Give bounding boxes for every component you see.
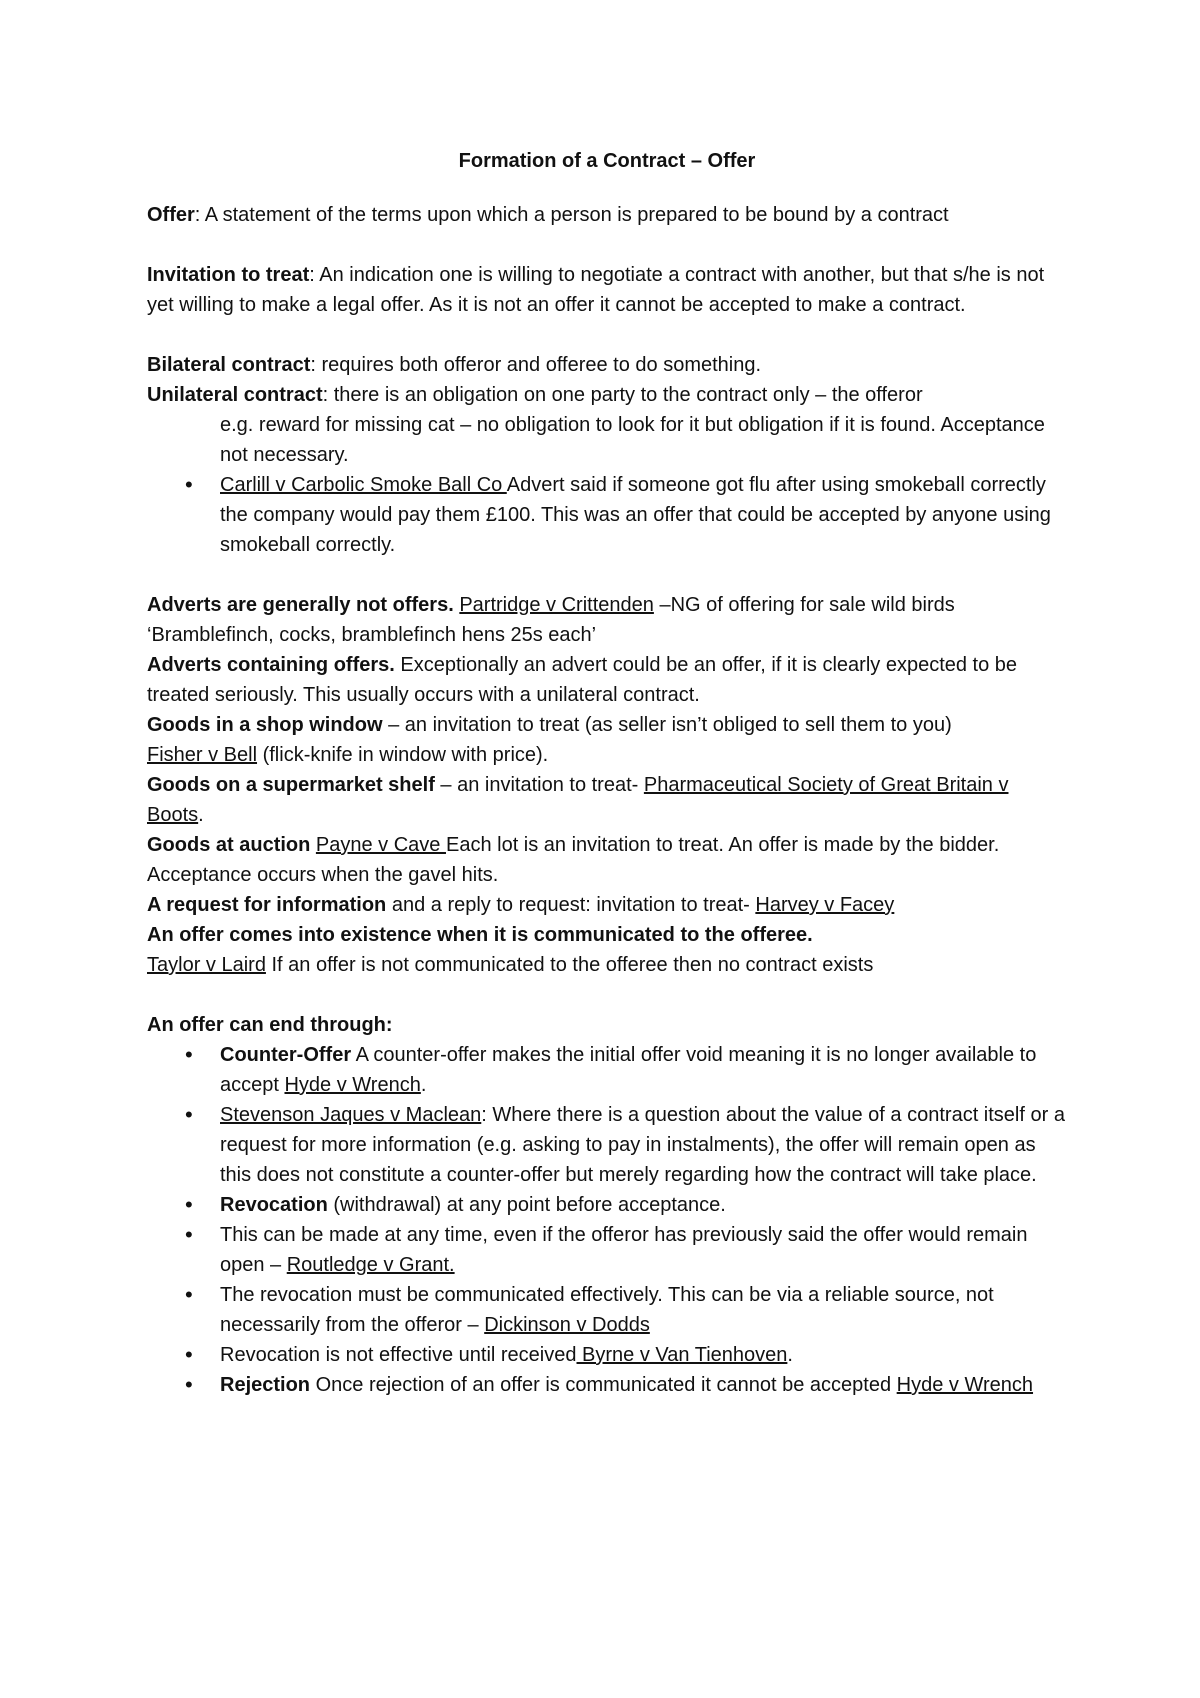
ending-list (147, 1040, 1067, 1400)
case-byrne: Byrne v Van Tienhoven (576, 1344, 788, 1366)
case-dickinson: Dickinson v Dodds (484, 1314, 650, 1336)
stevenson-text: : Where there is a question about the value of a contract itself or a request for more information (e.g. asking to pay in instalments), the offer will remain open as this does not constitute a counter-offer but merely regarding how the contract will take place. (220, 1104, 1065, 1186)
any-time-text: This can be made at any time, even if the offeror has previously said the offer would remain open – (220, 1224, 1028, 1276)
request-text: and a reply to request: invitation to treat- (386, 894, 756, 916)
revocation-text: (withdrawal) at any point before acceptance. (327, 1194, 726, 1216)
supermarket-term: Goods on a supermarket shelf (147, 774, 435, 796)
ending-heading (147, 1010, 1067, 1040)
adverts-term: Adverts are generally not offers. (147, 594, 454, 616)
list-item (147, 1100, 1067, 1190)
unilateral-term: Unilateral contract (147, 384, 323, 406)
shop-window-text: – an invitation to treat (as seller isn’t obliged to sell them to you) (382, 714, 952, 736)
auction-text: Each lot is an invitation to treat. An offer is made by the bidder. Acceptance occurs when the gavel hits. (147, 834, 1000, 886)
case-payne: Payne v Cave (315, 834, 446, 856)
case-hyde-rejection: Hyde v Wrench (896, 1374, 1034, 1396)
counter-offer-end: . (420, 1074, 427, 1096)
adverts-containing-offers (147, 650, 1067, 710)
supermarket-end: . (198, 804, 204, 826)
case-hyde: Hyde v Wrench (284, 1074, 421, 1096)
itt-definition-text: : An indication one is willing to negotiate a contract with another, but that s/he is not yet willing to make a legal offer. As it is not an offer it cannot be accepted to make a contract. (147, 264, 1045, 316)
counter-offer-text: A counter-offer makes the initial offer void meaning it is no longer available to accept (220, 1044, 1037, 1096)
list-item (147, 1190, 1067, 1220)
bilateral-text: : requires both offeror and offeree to do something. (310, 354, 762, 376)
itt-definition (147, 260, 1067, 320)
rejection-term: Rejection (220, 1374, 311, 1396)
bilateral-term: Bilateral contract (147, 354, 311, 376)
offer-definition-text: : A statement of the terms upon which a person is prepared to be bound by a contract (194, 204, 949, 226)
received-end: . (787, 1344, 793, 1366)
bilateral-contract (147, 350, 1067, 380)
list-item (147, 1340, 1067, 1370)
case-stevenson: Stevenson Jaques v Maclean (220, 1104, 482, 1126)
list-item (147, 1220, 1067, 1280)
offer-definition (147, 200, 1067, 230)
request-information (147, 890, 1067, 920)
list-item (147, 470, 1067, 560)
carlill-list (147, 470, 1067, 560)
fisher-text: (flick-knife in window with price). (257, 744, 549, 766)
rejection-text: Once rejection of an offer is communicated it cannot be accepted (310, 1374, 897, 1396)
offer-communicated (147, 920, 1067, 950)
unilateral-text: : there is an obligation on one party to the contract only – the offeror (322, 384, 923, 406)
communicated-text: The revocation must be communicated effectively. This can be via a reliable source, not necessarily from the offeror – (220, 1284, 994, 1336)
offer-communicated-text: An offer comes into existence when it is communicated to the offeree. (147, 924, 813, 946)
case-taylor: Taylor v Laird (147, 954, 266, 976)
adverts-offers-term: Adverts containing offers. (147, 654, 395, 676)
list-item (147, 1280, 1067, 1340)
auction (147, 830, 1067, 890)
list-item (147, 1370, 1067, 1400)
shop-window (147, 710, 1067, 770)
unilateral-contract (147, 380, 1067, 410)
unilateral-example: e.g. reward for missing cat – no obligation to look for it but obligation if it is found. Acceptance not necessary. (220, 414, 1045, 466)
offer-term: Offer (147, 204, 195, 226)
case-boots: Pharmaceutical Society of Great Britain v Boots (147, 774, 1009, 826)
taylor-laird (147, 950, 1067, 980)
itt-term: Invitation to treat (147, 264, 310, 286)
document-body (147, 146, 1067, 1400)
shop-window-term: Goods in a shop window (147, 714, 383, 736)
taylor-text: If an offer is not communicated to the offeree then no contract exists (265, 954, 874, 976)
page-title: Formation of a Contract – Offer (458, 150, 756, 172)
supermarket-shelf (147, 770, 1067, 830)
carlill-text: Advert said if someone got flu after using smokeball correctly the company would pay them £100. This was an offer that could be accepted by anyone using smokeball correctly. (220, 474, 1051, 556)
adverts-offers-text: Exceptionally an advert could be an offer, if it is clearly expected to be treated seriously. This usually occurs with a unilateral contract. (147, 654, 1018, 706)
request-term: A request for information (147, 894, 387, 916)
case-partridge: Partridge v Crittenden (459, 594, 654, 616)
adverts-not-offers (147, 590, 1067, 650)
list-item (147, 1040, 1067, 1100)
revocation-term: Revocation (220, 1194, 328, 1216)
case-harvey: Harvey v Facey (755, 894, 895, 916)
case-routledge: Routledge v Grant. (286, 1254, 455, 1276)
received-text: Revocation is not effective until received (220, 1344, 577, 1366)
partridge-text: –NG of offering for sale wild birds ‘Bramblefinch, cocks, bramblefinch hens 25s each’ (147, 594, 955, 646)
case-carlill: Carlill v Carbolic Smoke Ball Co (220, 474, 507, 496)
case-fisher: Fisher v Bell (147, 744, 258, 766)
supermarket-text: – an invitation to treat- (434, 774, 644, 796)
ending-heading-text: An offer can end through: (147, 1014, 393, 1036)
auction-term: Goods at auction (147, 834, 311, 856)
counter-offer-term: Counter-Offer (220, 1044, 352, 1066)
